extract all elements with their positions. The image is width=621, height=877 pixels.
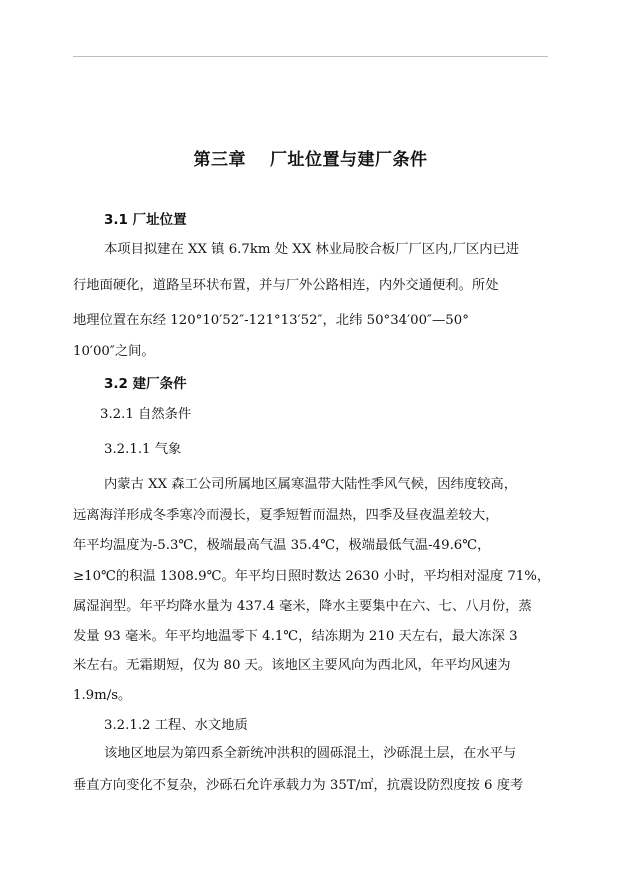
paragraph-line: 垂直方向变化不复杂，沙砾石允许承载力为 35T/㎡，抗震设防烈度按 6 度考 <box>73 778 524 793</box>
chapter-title: 第三章 厂址位置与建厂条件 <box>193 150 428 170</box>
paragraph-line: ≥10℃的积温 1308.9℃。年平均日照时数达 2630 小时，平均相对湿度 71%， <box>73 569 551 584</box>
subsection-heading-3-2-1-1: 3.2.1.1 气象 <box>104 442 182 457</box>
paragraph-line: 地理位置在东经 120°10′52″-121°13′52″，北纬 50°34′00″—50° <box>73 313 469 328</box>
paragraph-line: 行地面硬化，道路呈环状布置，并与厂外公路相连，内外交通便利。所处 <box>73 278 499 293</box>
header-rule <box>73 56 548 57</box>
subsection-heading-3-2-1-2: 3.2.1.2 工程、水文地质 <box>104 718 248 733</box>
paragraph-line: 该地区地层为第四系全新统冲洪积的圆砾混土，沙砾混土层，在水平与 <box>104 746 517 761</box>
paragraph-line: 内蒙古 XX 森工公司所属地区属寒温带大陆性季风气候，因纬度较高， <box>104 477 517 492</box>
paragraph-line: 米左右。无霜期短，仅为 80 天。该地区主要风向为西北风，年平均风速为 <box>73 658 511 673</box>
subsection-heading-3-2-1: 3.2.1 自然条件 <box>100 407 192 422</box>
paragraph-line: 年平均温度为-5.3℃，极端最高气温 35.4℃，极端最低气温-49.6℃， <box>73 538 491 553</box>
section-heading-3-1: 3.1 厂址位置 <box>104 212 187 228</box>
paragraph-line: 远离海洋形成冬季寒冷而漫长，夏季短暂而温热，四季及昼夜温差较大， <box>73 508 499 523</box>
paragraph-line: 1.9m/s。 <box>73 688 132 703</box>
paragraph-line: 属湿润型。年平均降水量为 437.4 毫米，降水主要集中在六、七、八月份，蒸 <box>73 599 532 614</box>
section-heading-3-2: 3.2 建厂条件 <box>104 376 187 392</box>
paragraph-line: 发量 93 毫米。年平均地温零下 4.1℃，结冻期为 210 天左右，最大冻深 3 <box>73 629 518 644</box>
paragraph-line: 10′00″之间。 <box>73 344 155 359</box>
paragraph-line: 本项目拟建在 XX 镇 6.7km 处 XX 林业局胶合板厂厂区内,厂区内已进 <box>104 242 520 257</box>
